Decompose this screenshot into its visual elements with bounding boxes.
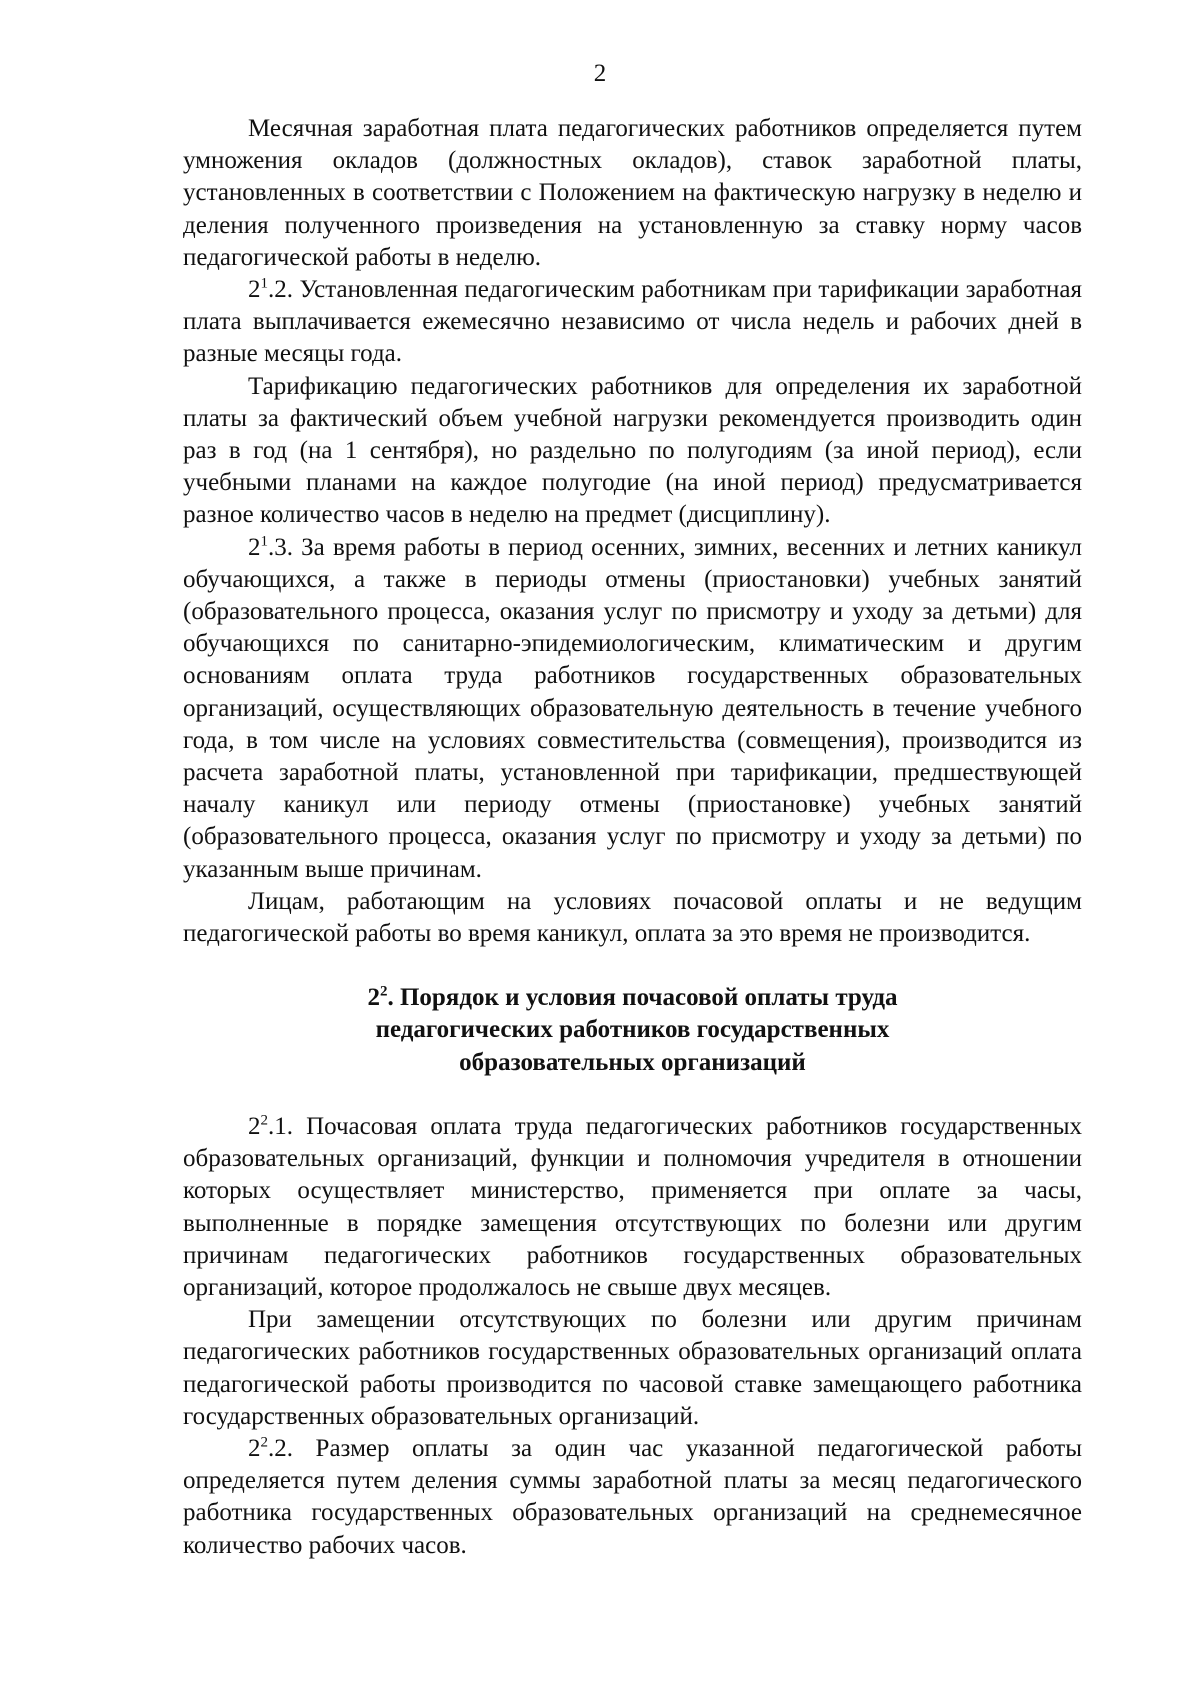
clause-number: [248, 1113, 293, 1140]
clause-number-suffix: .2.: [268, 1434, 293, 1462]
clause-number-suffix: .1.: [268, 1112, 293, 1140]
clause-number: [248, 1435, 293, 1462]
clause-number-suffix: .2.: [268, 276, 293, 304]
paragraph-text: Тарификацию педагогических работников для определения их заработной платы за фактический объем учебной нагрузки рекомендуется производить один раз в год (на 1 сентября), но раздельно по полугодиям (за иной период), если учебными планами на каждое полугодие (на иной период) предусматривается разное количество часов в неделю на предмет (дисциплину).: [183, 372, 1082, 529]
section-heading: [183, 982, 1082, 1079]
clause-number-base: 2: [248, 1112, 261, 1140]
paragraph-monthly-salary: [183, 113, 1082, 274]
section-heading-line-3: образовательных организаций: [459, 1048, 806, 1076]
clause-number-base: 2: [248, 276, 261, 304]
paragraph-text: Размер оплаты за один час указанной педагогической работы определяется путем деления суммы заработной платы за месяц педагогического работника государственных образовательных организаций на среднемесячное количество рабочих часов.: [183, 1434, 1082, 1559]
clause-number-suffix: .3.: [268, 533, 293, 561]
clause-number: [248, 276, 293, 303]
paragraph-2-2-1: [183, 1111, 1082, 1304]
paragraph-2-2-2: [183, 1433, 1082, 1562]
paragraph-text: За время работы в период осенних, зимних, весенних и летних каникул обучающихся, а также в периоды отмены (приостановки) учебных занятий (образовательного процесса, оказания услуг по присмотру и уходу за детьми) для обучающихся по санитарно-эпидемиологическим, климатическим и другим основаниям оплата труда работников государственных образовательных организаций, осуществляющих образовательную деятельность в течение учебного года, в том числе на условиях совместительства (совмещения), производится из расчета заработной платы, установленной при тарификации, предшествующей началу каникул или периоду отмены (приостановке) учебных занятий (образовательного процесса, оказания услуг по присмотру и уходу за детьми) по указанным выше причинам.: [183, 533, 1082, 883]
clause-number-base: 2: [248, 1434, 261, 1462]
paragraph-text: Месячная заработная плата педагогических работников определяется путем умножения окладов (должностных окладов), ставок заработной платы, установленных в соответствии с Положением на фактическую нагрузку в неделю и деления полученного произведения на установленную за ставку норму часов педагогической работы в неделю.: [183, 115, 1082, 271]
paragraph-substitution: [183, 1304, 1082, 1433]
document-body: [183, 113, 1082, 1562]
clause-number-superscript: 2: [260, 1434, 268, 1451]
heading-number-base: 2: [367, 984, 380, 1012]
clause-number: [248, 534, 293, 561]
clause-number-base: 2: [248, 533, 261, 561]
paragraph-tariffing: [183, 371, 1082, 532]
section-heading-line-2: педагогических работников государственных: [375, 1016, 890, 1044]
clause-number-superscript: 1: [260, 275, 268, 292]
paragraph-text: При замещении отсутствующих по болезни или другим причинам педагогических работников государственных образовательных организаций оплата педагогической работы производится по часовой ставке замещающего работника государственных образовательных организаций.: [183, 1306, 1082, 1430]
page-number: 2: [593, 60, 607, 87]
clause-number-superscript: 2: [260, 1112, 268, 1129]
heading-number-superscript: 2: [379, 983, 388, 1000]
paragraph-text: Лицам, работающим на условиях почасовой оплаты и не ведущим педагогической работы во время каникул, оплата за это время не производится.: [183, 887, 1082, 948]
paragraph-2-1-3: [183, 532, 1082, 886]
paragraph-2-1-2: [183, 274, 1082, 371]
paragraph-text: Установленная педагогическим работникам при тарификации заработная плата выплачивается ежемесячно независимо от числа недель и рабочих дней в разные месяцы года.: [183, 276, 1082, 368]
section-heading-line-1: [183, 982, 1082, 1014]
heading-text-1: . Порядок и условия почасовой оплаты труда: [387, 984, 898, 1012]
clause-number-superscript: 1: [260, 533, 268, 550]
paragraph-text: Почасовая оплата труда педагогических работников государственных образовательных организаций, функции и полномочия учредителя в отношении которых осуществляет министерство, применяется при оплате за часы, выполненные в порядке замещения отсутствующих по болезни или другим причинам педагогических работников государственных образовательных организаций, которое продолжалось не свыше двух месяцев.: [183, 1112, 1082, 1301]
paragraph-hourly-persons: [183, 886, 1082, 950]
